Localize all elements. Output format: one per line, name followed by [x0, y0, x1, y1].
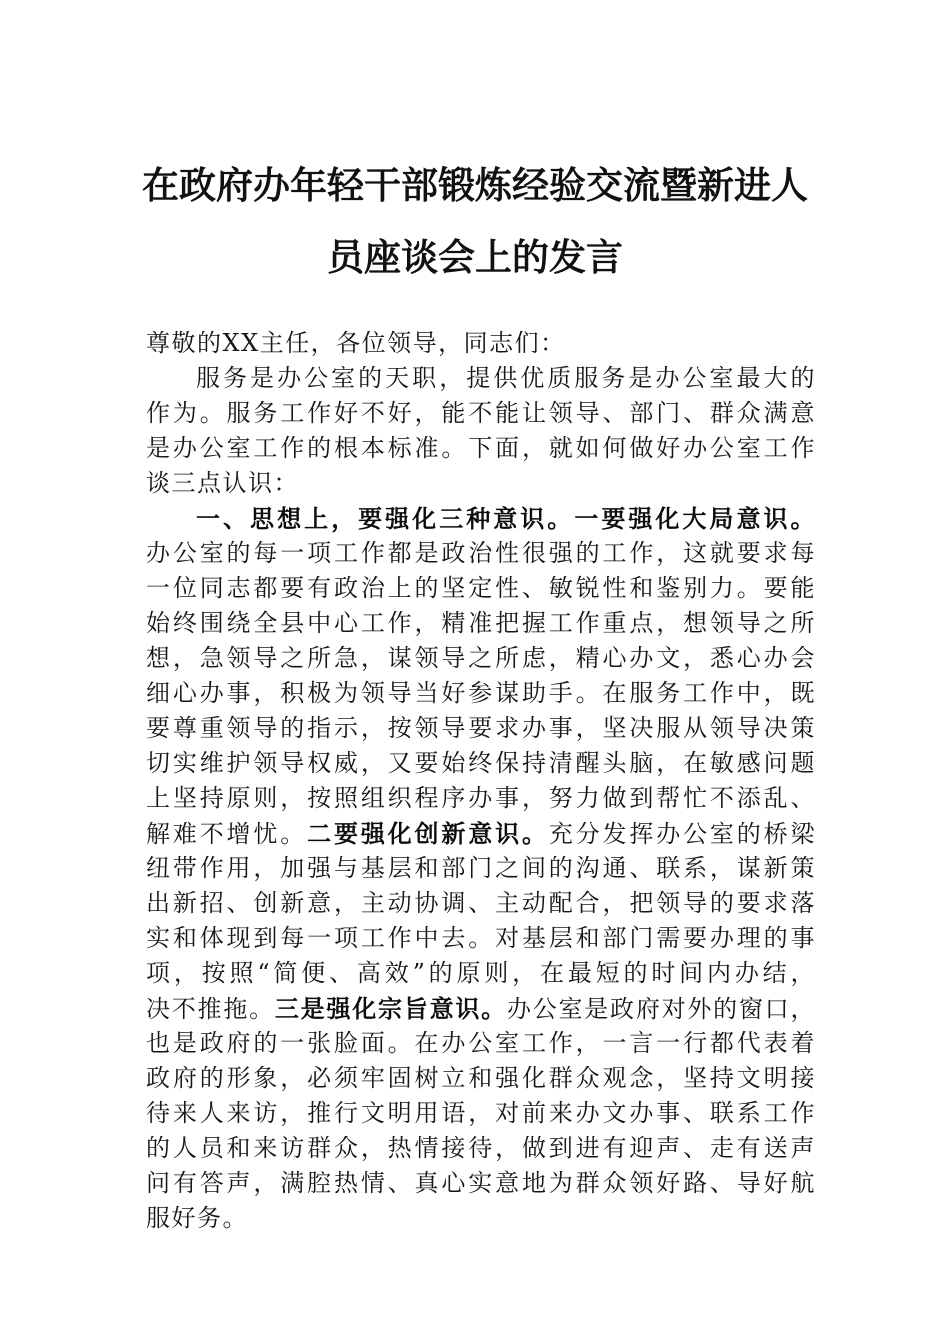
- paragraph-line: 实和体现到每一项工作中去。对基层和部门需要办理的事: [146, 924, 816, 952]
- paragraph-line: 切实维护领导权威，又要始终保持清醒头脑，在敏感问题: [146, 749, 816, 777]
- paragraph-line: 是办公室工作的根本标准。下面，就如何做好办公室工作: [146, 434, 816, 462]
- paragraph-line: 政府的形象，必须牢固树立和强化群众观念，坚持文明接: [146, 1064, 816, 1092]
- paragraph-line: 出新招、创新意，主动协调、主动配合，把领导的要求落: [146, 889, 816, 917]
- inline-heading: 三是强化宗旨意识。: [274, 994, 507, 1023]
- paragraph-line: 谈三点认识：: [146, 469, 299, 497]
- paragraph-line: 上坚持原则，按照组织程序办事，努力做到帮忙不添乱、: [146, 784, 816, 812]
- paragraph-line: 想，急领导之所急，谋领导之所虑，精心办文，悉心办会: [146, 644, 816, 672]
- document-body: [146, 326, 816, 1236]
- paragraph-line: 的人员和来访群众，热情接待，做到进有迎声、走有送声: [146, 1134, 816, 1162]
- section-heading-line: 一、思想上，要强化三种意识。一要强化大局意识。: [196, 504, 816, 533]
- line-text: 充分发挥办公室的桥梁: [548, 820, 816, 848]
- line-text: 决不推拖。: [146, 995, 275, 1023]
- paragraph-line: 细心办事，积极为领导当好参谋助手。在服务工作中，既: [146, 679, 816, 707]
- paragraph-line: 服好务。: [146, 1204, 248, 1232]
- paragraph-line: 办公室的每一项工作都是政治性很强的工作，这就要求每: [146, 539, 816, 567]
- inline-heading: 二要强化创新意识。: [307, 819, 549, 848]
- line-text: 解难不增忧。: [146, 820, 308, 848]
- salutation: 尊敬的XX主任，各位领导，同志们：: [146, 329, 566, 357]
- paragraph-line: 也是政府的一张脸面。在办公室工作，一言一行都代表着: [146, 1029, 816, 1057]
- paragraph-line: [146, 816, 816, 851]
- paragraph-line: [146, 991, 816, 1026]
- paragraph-line: 问有答声，满腔热情、真心实意地为群众领好路、导好航: [146, 1169, 816, 1197]
- paragraph-line: 纽带作用，加强与基层和部门之间的沟通、联系，谋新策: [146, 854, 816, 882]
- document-title-line-1: 在政府办年轻干部锻炼经验交流暨新进人: [142, 163, 808, 207]
- line-text: 办公室是政府对外的窗口，: [506, 995, 817, 1023]
- document-title-line-2: 员座谈会上的发言: [327, 235, 623, 279]
- paragraph-line: 作为。服务工作好不好，能不能让领导、部门、群众满意: [146, 399, 816, 427]
- paragraph-line: 一位同志都要有政治上的坚定性、敏锐性和鉴别力。要能: [146, 574, 816, 602]
- paragraph-line: 待来人来访，推行文明用语，对前来办文办事、联系工作: [146, 1099, 816, 1127]
- paragraph-line: 服务是办公室的天职，提供优质服务是办公室最大的: [196, 364, 816, 392]
- paragraph-line: 项，按照“简便、高效”的原则，在最短的时间内办结，: [146, 959, 816, 987]
- paragraph-line: 始终围绕全县中心工作，精准把握工作重点，想领导之所: [146, 609, 816, 637]
- paragraph-line: 要尊重领导的指示，按领导要求办事，坚决服从领导决策: [146, 714, 816, 742]
